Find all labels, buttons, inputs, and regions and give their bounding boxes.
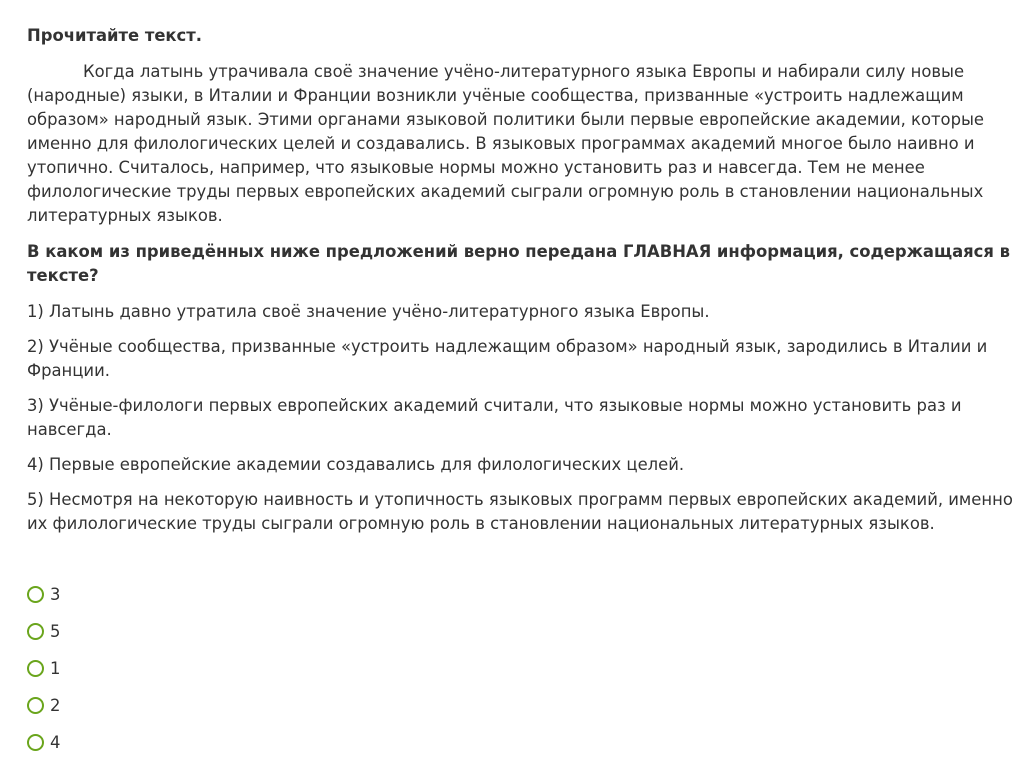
statement-4: 4) Первые европейские академии создавались для филологических целей. xyxy=(27,455,685,474)
radio-button[interactable] xyxy=(27,660,44,677)
radio-button[interactable] xyxy=(27,586,44,603)
statement-2: 2) Учёные сообщества, призванные «устроить надлежащим образом» народный язык, зародились в Италии и Франции. xyxy=(27,337,988,380)
question-block xyxy=(27,24,1017,547)
answer-option[interactable] xyxy=(27,724,60,761)
answer-options xyxy=(27,576,60,761)
statement-3: 3) Учёные-филологи первых европейских академий считали, что языковые нормы можно установить раз и навсегда. xyxy=(27,396,962,439)
instruction-heading: Прочитайте текст. xyxy=(27,26,202,45)
answer-option[interactable] xyxy=(27,687,60,724)
reading-passage: Когда латынь утрачивала своё значение учёно-литературного языка Европы и набирали силу новые (народные) языки, в Италии и Франции возникли учёные сообщества, призванные «устроить надлежащим образом» народный язык. Этими органами языковой политики были первые европейские академии, которые именно для филологических целей и создавались. В языковых программах академий многое было наивно и утопично. Считалось, например, что языковые нормы можно установить раз и навсегда. Тем не менее филологические труды первых европейских академий сыграли огромную роль в становлении национальных литературных языков. xyxy=(27,62,984,225)
statement-5: 5) Несмотря на некоторую наивность и утопичность языковых программ первых европейских академий, именно их филологические труды сыграли огромную роль в становлении национальных литературных языков. xyxy=(27,490,1013,533)
answer-label[interactable]: 2 xyxy=(50,695,61,715)
question-text: В каком из приведённых ниже предложений верно передана ГЛАВНАЯ информация, содержащаяся в тексте? xyxy=(27,242,1010,285)
answer-option[interactable] xyxy=(27,613,60,650)
answer-label[interactable]: 4 xyxy=(50,732,61,752)
radio-button[interactable] xyxy=(27,623,44,640)
answer-option[interactable] xyxy=(27,650,60,687)
radio-button[interactable] xyxy=(27,734,44,751)
answer-label[interactable]: 1 xyxy=(50,658,61,678)
answer-label[interactable]: 5 xyxy=(50,621,61,641)
radio-button[interactable] xyxy=(27,697,44,714)
answer-option[interactable] xyxy=(27,576,60,613)
answer-label[interactable]: 3 xyxy=(50,584,61,604)
statement-1: 1) Латынь давно утратила своё значение учёно-литературного языка Европы. xyxy=(27,302,710,321)
